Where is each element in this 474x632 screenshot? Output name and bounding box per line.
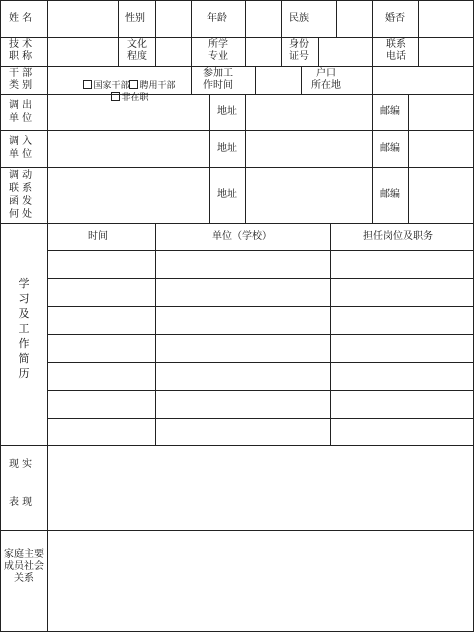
transfer-letter-label: 何 处 [9,209,33,220]
option-label: 国家干部 [93,81,130,91]
phone-label: 联系 [386,39,406,50]
transfer-out-label: 单 位 [9,113,33,124]
col-line [245,0,246,66]
row-line [0,445,474,446]
option-label: 非在职 [121,93,149,103]
row-line [0,66,474,67]
border-left [0,0,1,632]
col-line [318,37,319,66]
education-label: 程度 [127,51,147,62]
resume-row-line [47,334,474,335]
cadre-type-label: 干 部 [9,68,33,79]
col-line [372,0,373,66]
transfer-letter-label: 调 动 [9,170,33,181]
resume-row-line [47,306,474,307]
work-start-label: 参加工 [203,68,233,79]
education-label: 文化 [127,39,147,50]
resume-row-line [47,390,474,391]
option-label: 聘用干部 [139,81,176,91]
resume-col-time: 时间 [88,231,108,242]
col-line [245,94,246,223]
transfer-in-label: 调 入 [9,136,33,147]
col-line [155,0,156,66]
hukou-label: 所在地 [311,80,341,91]
transfer-out-label: 调 出 [9,100,33,111]
row-line [0,37,474,38]
col-line [191,66,192,94]
postcode-label: 邮编 [380,106,400,117]
resume-row-line [47,418,474,419]
row-line [0,223,474,224]
resume-row-line [47,278,474,279]
col-line [155,223,156,445]
col-line [191,0,192,66]
performance-label: 表 现 [9,497,33,508]
address-label: 地址 [217,106,237,117]
cadre-type-label: 类 别 [9,80,33,91]
transfer-letter-label: 联 系 [9,183,33,194]
id-number-label: 身份 [289,39,309,50]
col-line [118,0,119,66]
transfer-letter-label: 函 发 [9,196,33,207]
resume-section-label: 学习及工作简历 [18,277,30,380]
postcode-label: 邮编 [380,143,400,154]
row-line [0,167,474,168]
hukou-label: 户口 [316,68,336,79]
col-line [418,0,419,66]
col-line [372,94,373,223]
major-label: 所学 [208,39,228,50]
postcode-label: 邮编 [380,189,400,200]
col-line [336,0,337,37]
checkbox[interactable] [111,92,120,101]
border-top [0,0,474,1]
col-line [408,94,409,223]
row-line [0,530,474,531]
marital-status-label: 婚否 [385,13,405,24]
phone-label: 电话 [386,51,406,62]
col-line [281,0,282,66]
technical-title-label: 职 称 [9,51,33,62]
resume-row-line [47,362,474,363]
performance-label: 现 实 [9,459,33,470]
option-non-active[interactable] [100,80,148,116]
resume-col-unit: 单位（学校） [212,231,272,242]
family-relations-label: 家庭主要成员社会关系 [4,549,44,584]
technical-title-label: 技 术 [9,39,33,50]
col-line [372,66,373,94]
resume-col-position: 担任岗位及职务 [363,231,433,242]
address-label: 地址 [217,189,237,200]
checkbox[interactable] [83,80,92,89]
address-label: 地址 [217,143,237,154]
transfer-in-label: 单 位 [9,149,33,160]
col-line [301,66,302,94]
col-line [209,94,210,223]
row-line [0,130,474,131]
col-line [255,66,256,94]
name-label: 姓 名 [9,13,33,24]
ethnicity-label: 民族 [289,13,309,24]
age-label: 年龄 [207,13,227,24]
resume-row-line [47,250,474,251]
work-start-label: 作时间 [203,80,233,91]
major-label: 专业 [208,51,228,62]
col-line [330,223,331,445]
id-number-label: 证号 [289,51,309,62]
gender-label: 性别 [125,13,145,24]
col-line [47,0,48,632]
